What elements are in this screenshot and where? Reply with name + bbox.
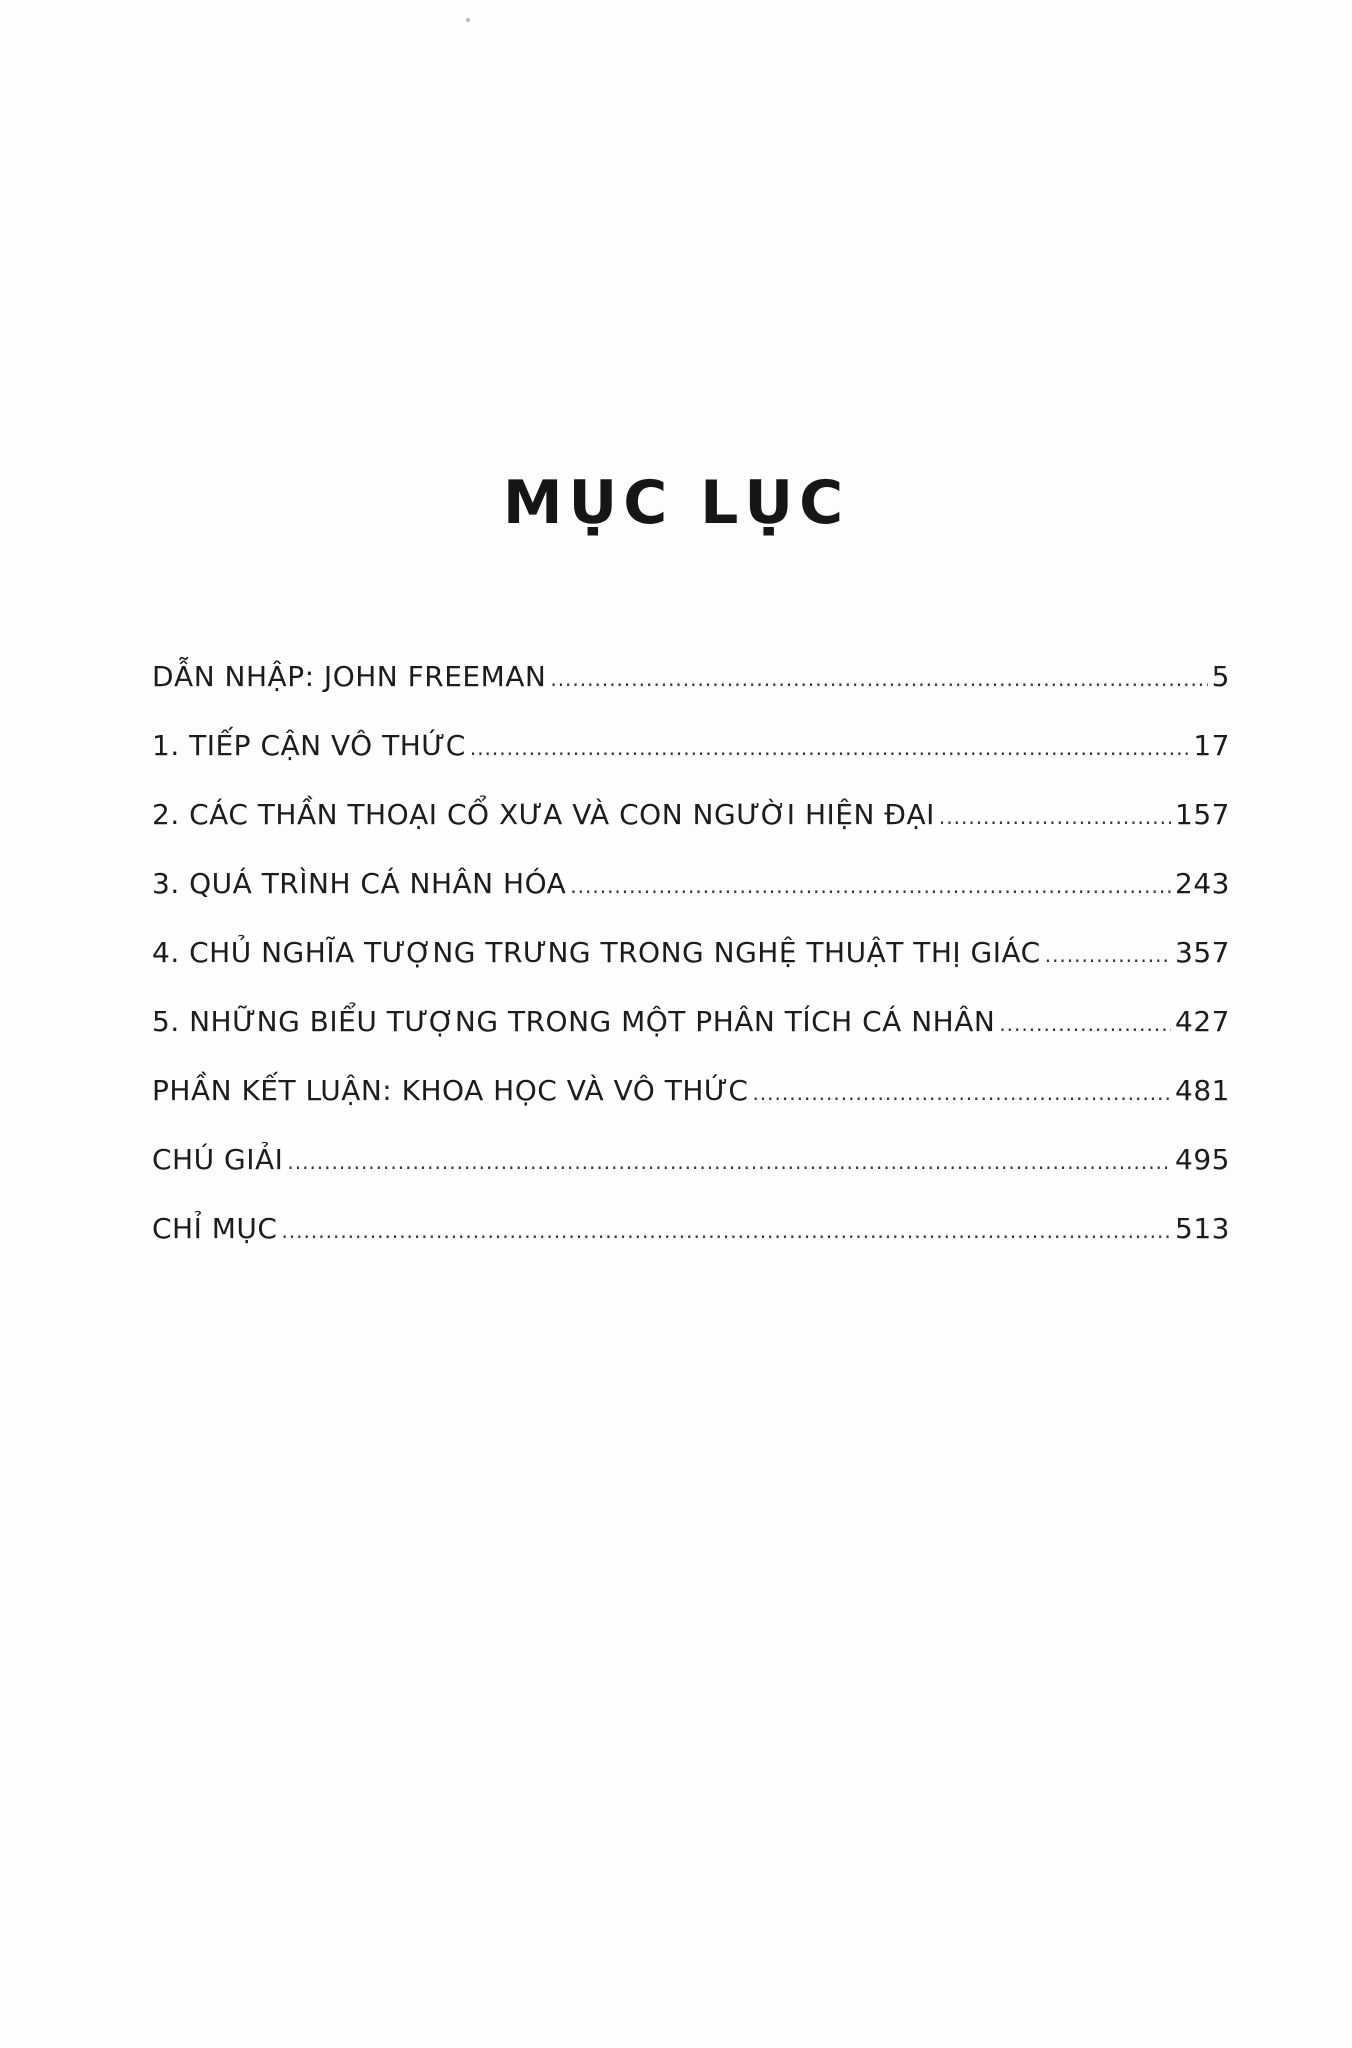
toc-entry-page-number: 5 <box>1211 660 1230 693</box>
toc-entry-page-number: 481 <box>1175 1074 1230 1107</box>
toc-entry-page-number: 157 <box>1175 798 1230 831</box>
toc-entry-label: DẪN NHẬP: JOHN FREEMAN <box>152 660 547 693</box>
table-of-contents <box>152 660 1230 1281</box>
toc-entry-chapter-4 <box>152 936 1230 1005</box>
toc-entry-page-number: 243 <box>1175 867 1230 900</box>
toc-entry-chapter-5 <box>152 1005 1230 1074</box>
toc-entry-label: PHẦN KẾT LUẬN: KHOA HỌC VÀ VÔ THỨC <box>152 1074 749 1107</box>
dot-leader <box>1045 943 1171 967</box>
dot-leader <box>287 1150 1171 1174</box>
toc-entry-page-number: 427 <box>1175 1005 1230 1038</box>
dot-leader <box>550 667 1207 691</box>
toc-entry-label: 2. CÁC THẦN THOẠI CỔ XƯA VÀ CON NGƯỜI HIỆN ĐẠI <box>152 798 935 831</box>
dot-leader <box>281 1219 1171 1243</box>
dot-leader <box>999 1012 1171 1036</box>
toc-entry-introduction <box>152 660 1230 729</box>
toc-entry-chapter-2 <box>152 798 1230 867</box>
toc-entry-page-number: 495 <box>1175 1143 1230 1176</box>
toc-entry-label: 4. CHỦ NGHĨA TƯỢNG TRƯNG TRONG NGHỆ THUẬT THỊ GIÁC <box>152 936 1041 969</box>
toc-entry-page-number: 357 <box>1175 936 1230 969</box>
toc-entry-chapter-3 <box>152 867 1230 936</box>
dot-leader <box>939 805 1171 829</box>
toc-entry-label: 3. QUÁ TRÌNH CÁ NHÂN HÓA <box>152 867 567 900</box>
toc-entry-page-number: 17 <box>1193 729 1230 762</box>
dot-leader <box>470 736 1190 760</box>
dot-leader <box>752 1081 1171 1105</box>
toc-entry-label: CHÚ GIẢI <box>152 1143 284 1176</box>
toc-entry-conclusion <box>152 1074 1230 1143</box>
dot-leader <box>570 874 1171 898</box>
toc-entry-chapter-1 <box>152 729 1230 798</box>
toc-entry-label: 5. NHỮNG BIỂU TƯỢNG TRONG MỘT PHÂN TÍCH CÁ NHÂN <box>152 1005 996 1038</box>
toc-entry-label: CHỈ MỤC <box>152 1212 278 1245</box>
toc-entry-notes <box>152 1143 1230 1212</box>
toc-entry-index <box>152 1212 1230 1281</box>
scan-speck <box>466 18 470 22</box>
toc-entry-label: 1. TIẾP CẬN VÔ THỨC <box>152 729 466 762</box>
toc-entry-page-number: 513 <box>1175 1212 1230 1245</box>
page-title: MỤC LỤC <box>502 468 850 538</box>
